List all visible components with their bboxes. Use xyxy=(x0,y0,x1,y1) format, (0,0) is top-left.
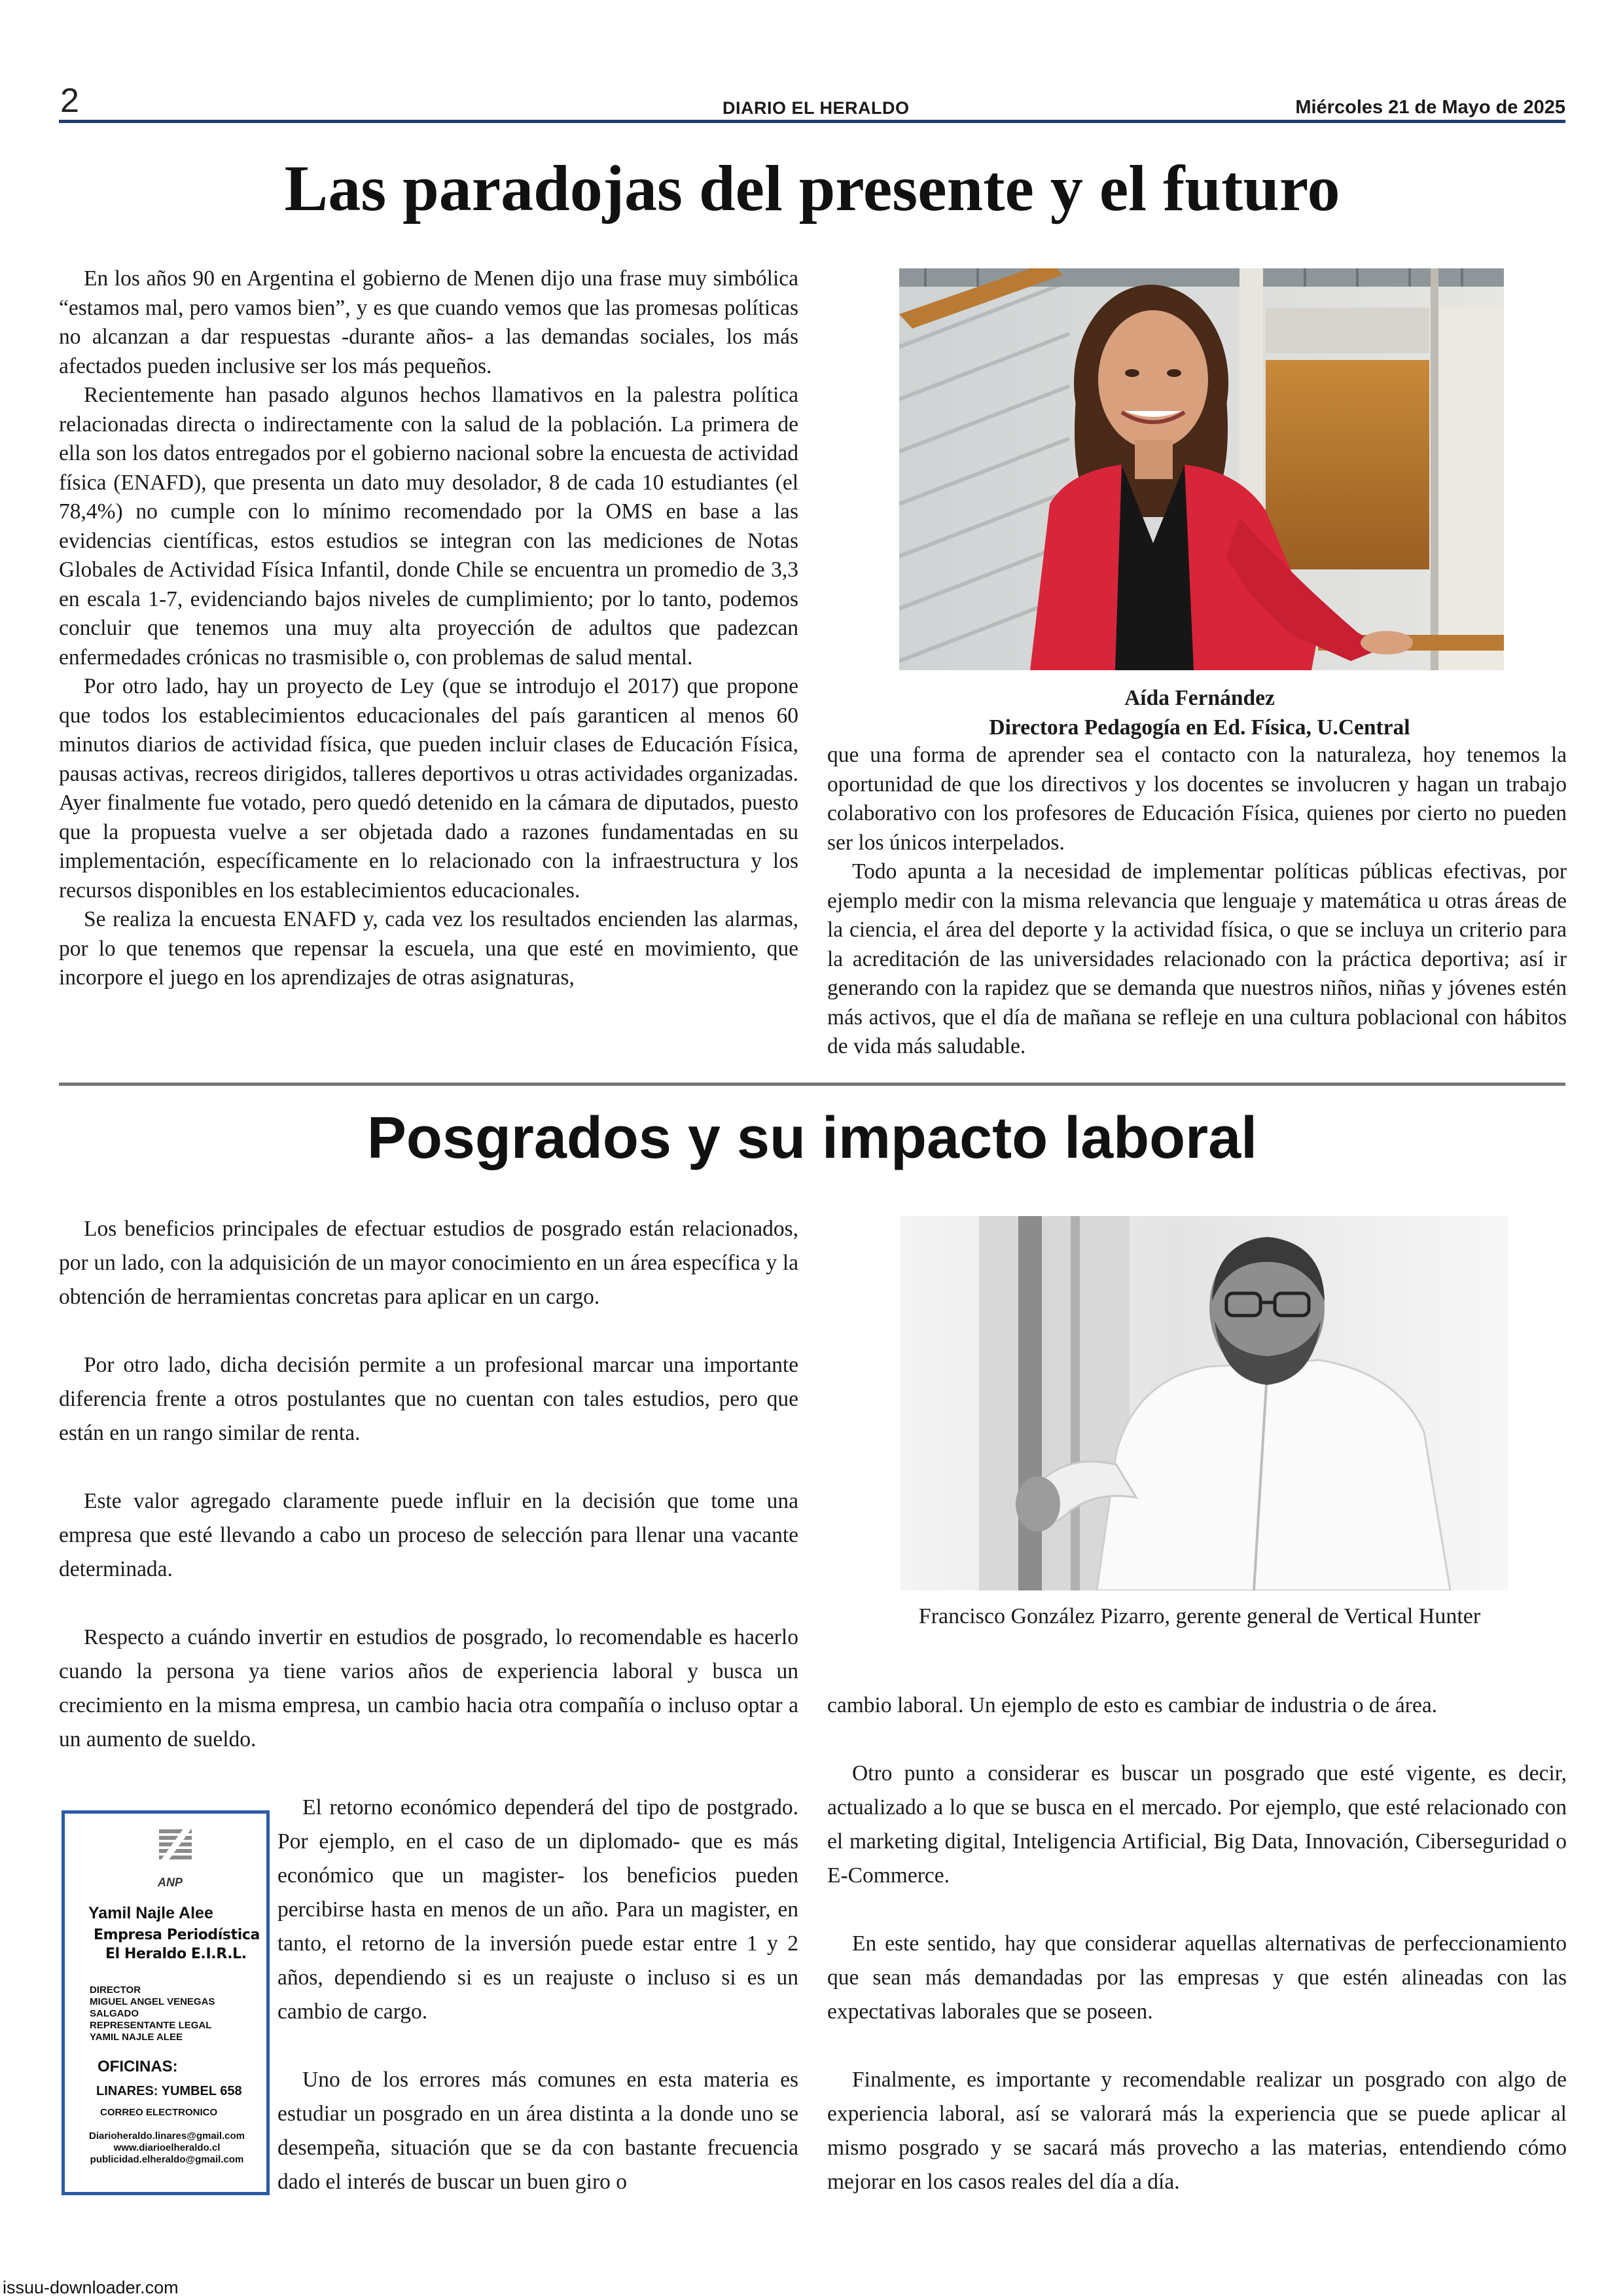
masthead-company: Empresa Periodística xyxy=(94,1927,260,1943)
article-2-middle-column xyxy=(277,1791,798,2199)
article-1-right-column xyxy=(827,741,1567,1062)
director-label: DIRECTOR xyxy=(90,1984,141,1996)
article-2-paragraph: Otro punto a considerar es buscar un posgrado que esté vigente, es decir, actualizado a lo que se busca en el mercado. Por ejemplo, que esté relacionado con el marketing digital, Inteligencia Artificial, Big Data, Innovación, Ciberseguridad o E-Commerce. xyxy=(827,1761,1567,1888)
article-2-paragraph: Uno de los errores más comunes en esta materia es estudiar un posgrado en un área distinta a la donde uno se desempeña, situación que se da con bastante frecuencia dado el interés de buscar un buen giro o xyxy=(277,2068,798,2194)
page-number: 2 xyxy=(60,82,79,120)
article-2-paragraph: Por otro lado, dicha decisión permite a un profesional marcar una importante diferencia frente a otros postulantes que no cuentan con tales estudios, pero que están en un rango similar de renta. xyxy=(59,1353,798,1445)
offices-address: LINARES: YUMBEL 658 xyxy=(96,2084,242,2098)
masthead-box xyxy=(62,1810,270,2195)
article-2-right-column xyxy=(827,1689,1567,2199)
issue-date: Miércoles 21 de Mayo de 2025 xyxy=(1295,97,1565,118)
email-link[interactable]: Diarioheraldo.linares@gmail.com xyxy=(88,2130,245,2142)
header-rule xyxy=(59,120,1565,123)
article-1-left-column xyxy=(59,264,798,993)
article-2-paragraph: Respecto a cuándo invertir en estudios de posgrado, lo recomendable es hacerlo cuando la persona ya tiene varios años de experiencia laboral y busca un crecimiento en la misma empresa, un cambio hacia otra compañía o incluso optar a un aumento de sueldo. xyxy=(59,1625,798,1751)
legal-name: YAMIL NAJLE ALEE xyxy=(90,2032,183,2043)
article-1-paragraph: Todo apunta a la necesidad de implementar políticas públicas efectivas, por ejemplo medir con la misma relevancia que lenguaje y matemática u otras áreas de la ciencia, el área del deporte y la actividad física, o que se incluya un criterio para la acreditación de las universidades relacionado con la práctica deportiva; así ir generando con la rapidez que se demanda que nuestros niños, niñas y jóvenes estén más activos, que el día de mañana se refleje en una cultura poblacional con hábitos de vida más saludable. xyxy=(827,859,1567,1058)
masthead-staff xyxy=(90,1984,260,2043)
article-1-paragraph: que una forma de aprender sea el contacto con la naturaleza, hoy tenemos la oportunidad de que los directivos y los docentes se involucren y hagan un trabajo colaborativo con los profesores de Educación Física, quienes por cierto no pueden ser los únicos interpelados. xyxy=(827,743,1567,855)
article-1-paragraph: Se realiza la encuesta ENAFD y, cada vez los resultados encienden las alarmas, por lo que tenemos que repensar la escuela, una que esté en movimiento, que incorpore el juego en los aprendizajes de otras asignaturas, xyxy=(59,907,798,990)
article-1-paragraph: Recientemente han pasado algunos hechos llamativos en la palestra política relacionadas directa o indirectamente con la salud de la población. La primera de ella son los datos entregados por el gobierno nacional sobre la encuesta de actividad física (ENAFD), que presenta un dato muy desolador, 8 de cada 10 estudiantes (el 78,4%) no cumple con lo mínimo recomendado por la OMS en base a las evidencias científicas, estos estudios se integran con las mediciones de Notas Globales de Actividad Física Infantil, donde Chile se encuentra un promedio de 3,3 en escala 1-7, evidenciando bajos niveles de cumplimiento; por lo tanto, podemos concluir que tenemos una muy alta proyección de adultos que padezcan enfermedades crónicas no trasmisible o, con problemas de salud mental. xyxy=(59,383,798,670)
offices-label: OFICINAS: xyxy=(98,2058,178,2075)
masthead-logo-text: ANP xyxy=(158,1876,183,1889)
article-2-headline: Posgrados y su impacto laboral xyxy=(366,1105,1258,1171)
website-link[interactable]: www.diarioelheraldo.cl xyxy=(113,2142,221,2153)
article-1-headline: Las paradojas del presente y el futuro xyxy=(284,152,1340,224)
anp-logo-icon xyxy=(154,1825,201,1875)
article-2-paragraph: Este valor agregado claramente puede influir en la decisión que tome una empresa que esté llevando a cabo un proceso de selección para llenar una vacante determinada. xyxy=(59,1489,798,1581)
masthead-owner: Yamil Najle Alee xyxy=(88,1904,213,1922)
article-1-paragraph: En los años 90 en Argentina el gobierno de Menen dijo una frase muy simbólica “estamos mal, pero vamos bien”, y es que cuando vemos que las promesas políticas no alcanzan a dar respuestas -durante años- a las demandas sociales, los más afectados pueden inclusive ser los más pequeños. xyxy=(59,266,798,378)
masthead-company-name: El Heraldo E.I.R.L. xyxy=(105,1946,247,1962)
email-link[interactable]: publicidad.elheraldo@gmail.com xyxy=(90,2154,244,2165)
francisco-gonzalez-photo xyxy=(901,1216,1508,1590)
article-2-photo-caption: Francisco González Pizarro, gerente general de Vertical Hunter xyxy=(918,1604,1481,1628)
masthead-emails xyxy=(82,2130,252,2166)
article-2-left-column xyxy=(59,1212,798,1757)
legal-label: REPRESENTANTE LEGAL xyxy=(90,2020,212,2031)
article-2-paragraph: El retorno económico dependerá del tipo de postgrado. Por ejemplo, en el caso de un diplomado- que es más económico que un magister- los beneficios pueden percibirse hasta en menos de un año. Para un magister, en tanto, el retorno de la inversión puede estar entre 1 y 2 años, dependiendo si es un reajuste o incluso si es un cambio de cargo. xyxy=(277,1795,798,2024)
article-2-paragraph: Finalmente, es importante y recomendable realizar un posgrado con algo de experiencia laboral, así se valorará más la experiencia que se puede aplicar al mismo posgrado y se sacará más provecho a las materias, entendiendo cómo mejorar en los casos reales del día a día. xyxy=(827,2068,1567,2194)
director-name: MIGUEL ANGEL VENEGAS SALGADO xyxy=(90,1996,215,2019)
email-label: CORREO ELECTRONICO xyxy=(100,2107,218,2118)
article-2-paragraph: cambio laboral. Un ejemplo de esto es cambiar de industria o de área. xyxy=(827,1693,1438,1717)
portrait-illustration xyxy=(901,1216,1508,1590)
aida-fernandez-photo xyxy=(899,268,1504,670)
article-1-photo-caption xyxy=(830,683,1569,742)
article-2-paragraph: En este sentido, hay que considerar aquellas alternativas de perfeccionamiento que sean más demandadas por las empresas y que estén alineadas con las expectativas laborales que se poseen. xyxy=(827,1931,1567,2024)
article-2-paragraph: Los beneficios principales de efectuar estudios de posgrado están relacionados, por un lado, con la adquisición de un mayor conocimiento en un área específica y la obtención de herramientas concretas para aplicar en un cargo. xyxy=(59,1217,798,1309)
caption-title: Directora Pedagogía en Ed. Física, U.Central xyxy=(989,715,1410,740)
article-1-paragraph: Por otro lado, hay un proyecto de Ley (que se introdujo el 2017) que propone que todos los establecimientos educacionales del país garanticen al menos 60 minutos diarios de actividad física, que pueden incluir clases de Educación Física, pausas activas, recreos dirigidos, talleres deportivos u otras actividades organizadas. Ayer finalmente fue votado, pero quedó detenido en la cámara de diputados, puesto que la propuesta vuelve a ser objetada dado a razones fundamentadas en su implementación, específicamente en lo relacionado con la infraestructura y los recursos disponibles en los establecimientos educacionales. xyxy=(59,674,798,903)
source-footer: issuu-downloader.com xyxy=(3,2278,179,2296)
newspaper-name: DIARIO EL HERALDO xyxy=(722,98,910,118)
caption-name: Aída Fernández xyxy=(1124,686,1275,710)
section-divider xyxy=(59,1083,1565,1086)
portrait-illustration xyxy=(899,268,1504,670)
